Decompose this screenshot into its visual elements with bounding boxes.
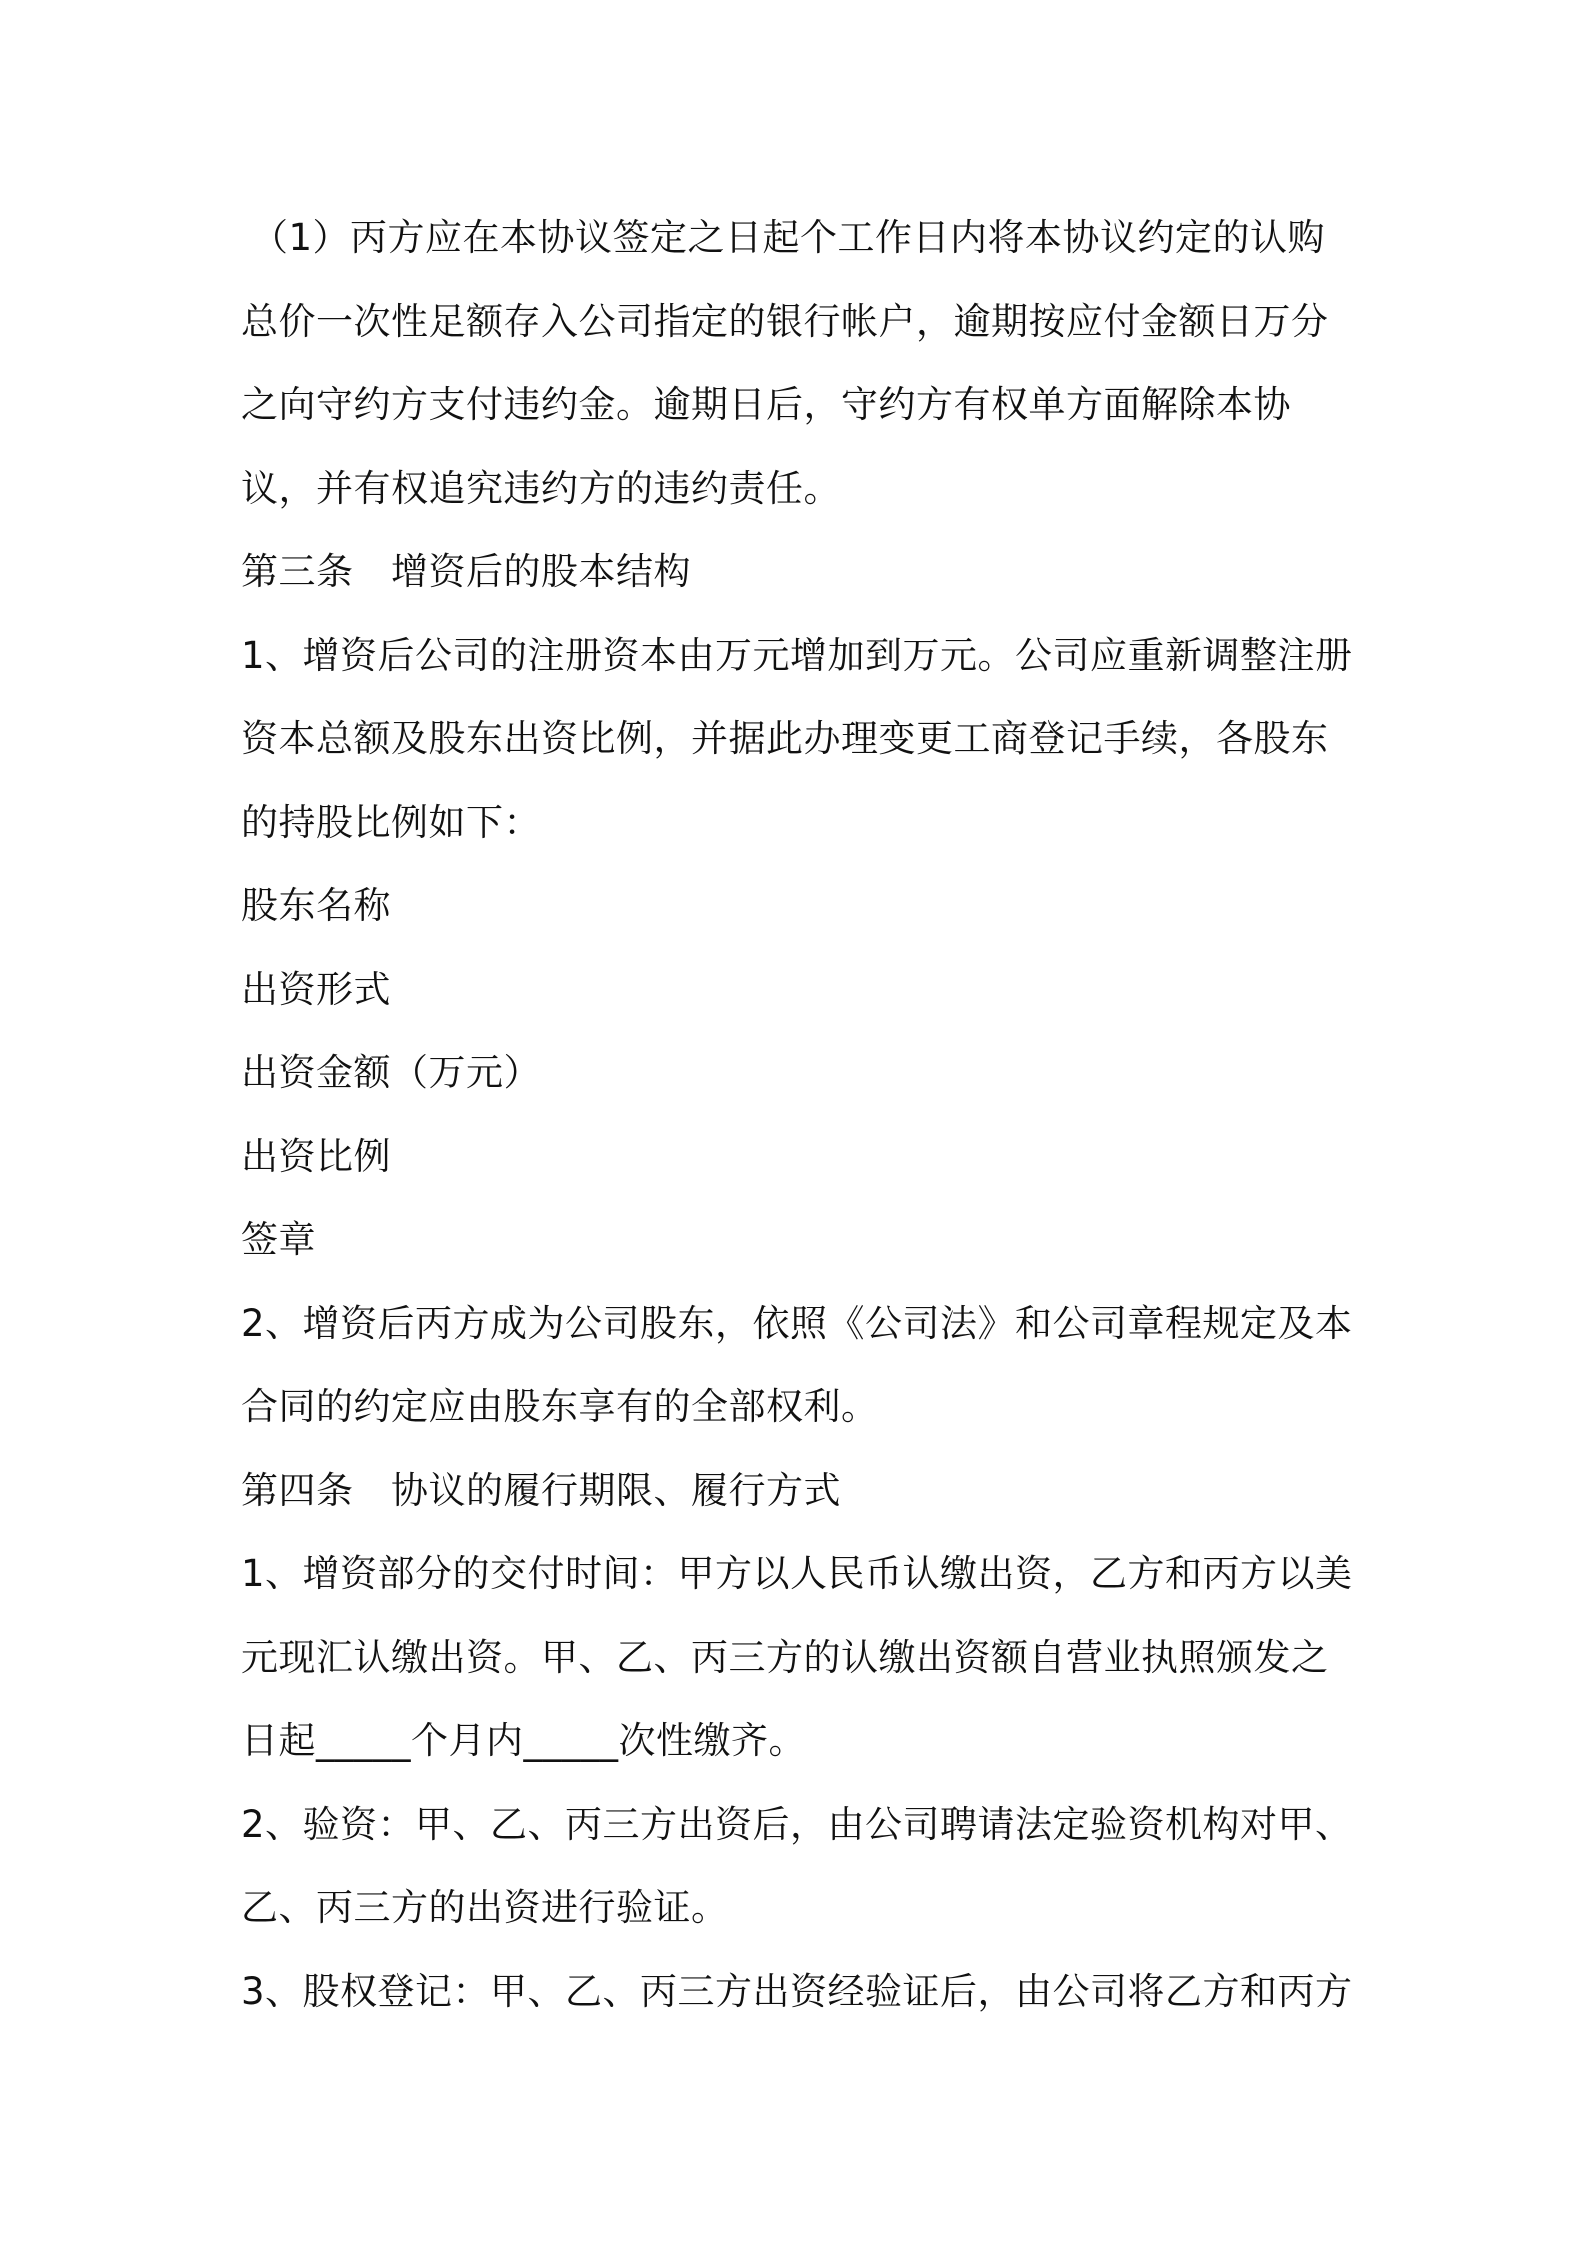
field-signature: 签章 bbox=[241, 1218, 316, 1261]
field-contribution-form: 出资形式 bbox=[241, 967, 391, 1011]
document-body bbox=[241, 196, 1361, 2033]
field-shareholder-name: 股东名称 bbox=[241, 884, 391, 927]
paragraph-delivery-time: 1、增资部分的交付时间：甲方以人民币认缴出资，乙方和丙方以美元现汇认缴出资。甲、乙、丙三方的认缴出资额自营业执照颁发之日起_____个月内_____次性缴齐。 bbox=[241, 1552, 1353, 1762]
paragraph-shareholder-rights: 2、增资后丙方成为公司股东，依照《公司法》和公司章程规定及本合同的约定应由股东享有的全部权利。 bbox=[241, 1301, 1353, 1428]
paragraph-payment-clause: （1）丙方应在本协议签定之日起个工作日内将本协议约定的认购总价一次性足额存入公司指定的银行帐户，逾期按应付金额日万分之向守约方支付违约金。逾期日后，守约方有权单方面解除本协议，并有权追究违约方的违约责任。 bbox=[241, 216, 1329, 510]
field-contribution-ratio: 出资比例 bbox=[241, 1134, 391, 1178]
paragraph-capital-verification: 2、验资：甲、乙、丙三方出资后，由公司聘请法定验资机构对甲、乙、丙三方的出资进行验证。 bbox=[241, 1802, 1353, 1929]
paragraph-registered-capital: 1、增资后公司的注册资本由万元增加到万元。公司应重新调整注册资本总额及股东出资比例，并据此办理变更工商登记手续，各股东的持股比例如下： bbox=[241, 633, 1353, 844]
heading-article-4: 第四条 协议的履行期限、履行方式 bbox=[241, 1468, 841, 1512]
field-contribution-amount: 出资金额（万元） bbox=[241, 1051, 541, 1094]
paragraph-equity-registration: 3、股权登记：甲、乙、丙三方出资经验证后，由公司将乙方和丙方 bbox=[241, 1969, 1353, 2013]
heading-article-3: 第三条 增资后的股本结构 bbox=[241, 550, 691, 593]
